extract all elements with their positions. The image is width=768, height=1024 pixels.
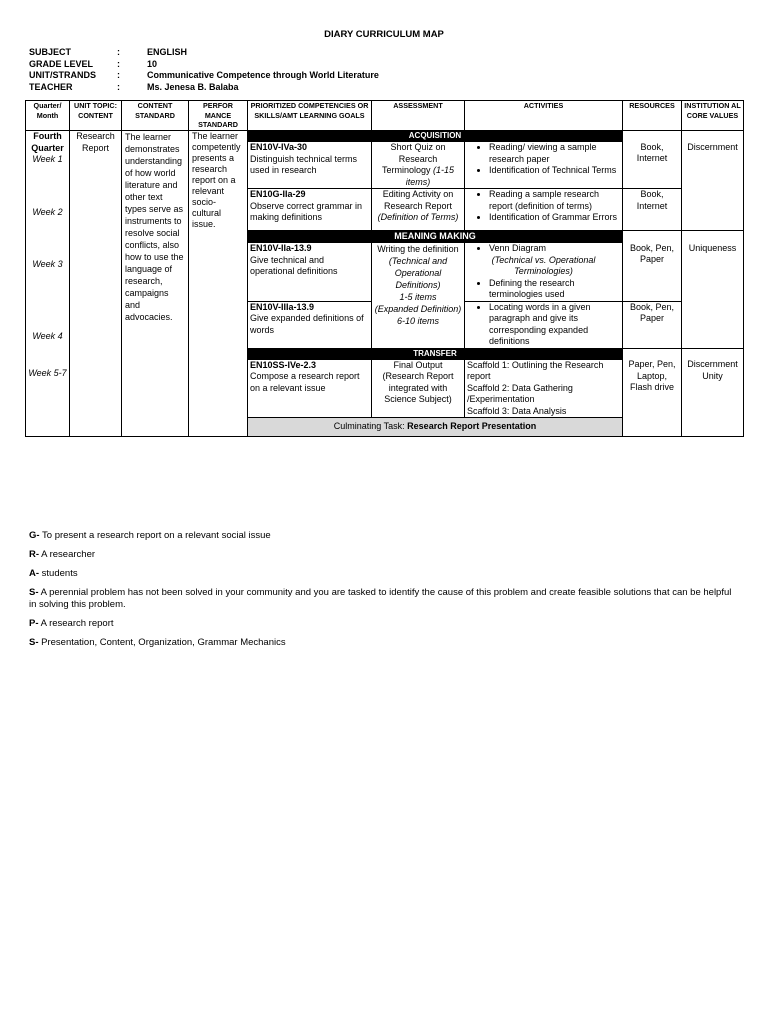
competency-goal: Distinguish technical terms used in research	[250, 153, 358, 175]
resources-spacer	[623, 131, 682, 142]
quarter-column	[26, 131, 70, 437]
competency-code: EN10G-IIa-29	[250, 189, 306, 199]
resources-spacer	[623, 348, 682, 359]
assessment-items: 1-5 items	[399, 292, 437, 302]
resources-cell: Book, Pen, Paper	[623, 301, 682, 348]
resources-cell: Paper, Pen, Laptop, Flash drive	[623, 359, 682, 437]
values-spacer	[682, 348, 744, 359]
meta-value: ENGLISH	[147, 47, 188, 57]
meta-value: 10	[147, 58, 158, 69]
competency-goal: Give technical and operational definitions	[250, 254, 338, 276]
meta-key: GRADE LEVEL	[29, 58, 94, 69]
header-unit: UNIT TOPIC: CONTENT	[70, 101, 122, 131]
activities-cell	[465, 142, 623, 189]
activities-cell	[465, 189, 623, 231]
grasps-situation: S- A perennial problem has not been solved in your community and you are tasked to identify the cause of this problem and create feasible solutions that can be helpful in solving this problem.	[29, 587, 732, 610]
meta-sep: :	[117, 58, 120, 69]
assessment-note: (Research Report integrated with Science Subject)	[382, 371, 454, 404]
activities-cell	[465, 359, 623, 418]
header-content-standard: CONTENT STANDARD	[122, 101, 189, 131]
competency-code: EN10V-IIa-13.9	[250, 243, 312, 253]
resources-cell: Book, Pen, Paper	[623, 243, 682, 302]
meta-value: Communicative Competence through World Literature	[147, 70, 379, 80]
assessment-cell	[372, 189, 465, 231]
culminating-title: Research Report Presentation	[407, 421, 537, 432]
activities-cell	[465, 301, 623, 348]
grasps-section	[29, 530, 739, 656]
assessment-note: (Definition of Terms)	[377, 212, 459, 222]
activity-item: • Identification of Grammar Errors	[489, 212, 620, 224]
table-header-row	[26, 101, 744, 131]
content-standard-cell: The learner demonstrates understanding of how world literature and other text types serve as instruments to resolve social conflicts, also how to use the language of research, campaigns and advocacies.	[122, 131, 189, 437]
band-meaning-making: MEANING MAKING	[248, 231, 623, 243]
week-3-label: Week 3	[32, 259, 63, 269]
core-value: Unity	[702, 370, 723, 381]
values-spacer	[682, 231, 744, 243]
grasps-product: P- A research report	[29, 618, 114, 629]
activity-item: • Reading a sample research report (definition of terms)	[489, 189, 620, 212]
unit-topic-cell: Research Report	[70, 131, 122, 437]
meta-sep: :	[117, 70, 120, 80]
header-assessment: ASSESSMENT	[372, 101, 465, 131]
header-competencies: PRIORITIZED COMPETENCIES OR SKILLS/AMT LEARNING GOALS	[248, 101, 372, 131]
performance-standard-cell: The learner competently presents a research report on a relevant socio-cultural issue.	[189, 131, 248, 437]
competency-goal: Compose a research report on a relevant issue	[250, 371, 360, 393]
grasps-standards: S- Presentation, Content, Organization, Grammar Mechanics	[29, 637, 286, 648]
competency-goal: Observe correct grammar in making definitions	[250, 200, 363, 222]
assessment-note: (1-15 items)	[405, 165, 455, 187]
meta-sep: :	[117, 47, 120, 57]
week-1-label: Week 1	[32, 154, 63, 164]
competency-goal: Give expanded definitions of words	[250, 313, 364, 335]
meta-key: TEACHER	[29, 81, 73, 92]
culminating-label: Culminating Task:	[333, 421, 405, 432]
week-5-7-label: Week 5-7	[28, 368, 67, 378]
competency-code: EN10V-IIIa-13.9	[250, 301, 315, 312]
header-activities: ACTIVITIES	[465, 101, 623, 131]
activity-item: • Defining the research terminologies used	[489, 278, 620, 301]
grasps-audience: A- students	[29, 568, 78, 579]
competency-cell	[248, 243, 372, 302]
assessment-cell	[372, 142, 465, 189]
assessment-note: (Expanded Definition)	[374, 304, 462, 314]
activity-subnote: (Technical vs. Operational Terminologies)	[491, 254, 596, 276]
core-values-cell: Discernment	[682, 142, 744, 231]
activity-item: • Venn Diagram	[489, 243, 620, 255]
activity-item: • Locating words in a given paragraph and give its corresponding expanded definitions	[489, 302, 620, 348]
band-row-acquisition	[26, 131, 744, 142]
assessment-text: Writing the definition	[377, 244, 459, 254]
assessment-cell	[372, 359, 465, 418]
assessment-note: (Technical and Operational Definitions)	[388, 256, 448, 290]
competency-cell	[248, 189, 372, 231]
assessment-text: Short Quiz on Research Terminology	[381, 142, 446, 175]
band-transfer: TRANSFER	[248, 348, 623, 359]
meta-key: SUBJECT	[29, 47, 72, 57]
activity-item: • Identification of Technical Terms	[489, 165, 620, 177]
header-resources: RESOURCES	[623, 101, 682, 131]
week-2-label: Week 2	[32, 206, 63, 217]
header-performance-standard: PERFOR MANCE STANDARD	[189, 101, 248, 131]
meta-row-subject	[29, 47, 379, 59]
band-acquisition: ACQUISITION	[248, 131, 623, 142]
resources-cell: Book, Internet	[623, 142, 682, 189]
competency-code: EN10SS-IVe-2.3	[250, 359, 317, 370]
meta-row-unit	[29, 70, 379, 82]
assessment-cell	[372, 243, 465, 349]
competency-cell	[248, 359, 372, 418]
meta-key: UNIT/STRANDS	[29, 70, 96, 80]
header-quarter: Quarter/ Month	[26, 101, 70, 131]
grasps-role: R- A researcher	[29, 549, 96, 560]
meta-row-grade	[29, 59, 379, 71]
grasps-goal: G- To present a research report on a relevant social issue	[29, 530, 271, 541]
quarter-label: Fourth Quarter	[31, 131, 64, 153]
meta-row-teacher	[29, 82, 379, 94]
resources-cell: Book, Internet	[623, 189, 682, 231]
assessment-text: Editing Activity on Research Report	[382, 189, 454, 211]
core-value: Discernment	[687, 359, 738, 369]
header-core-values: INSTITUTION AL CORE VALUES	[682, 101, 744, 131]
competency-cell	[248, 301, 372, 348]
activities-cell	[465, 243, 623, 302]
week-4-label: Week 4	[32, 330, 63, 341]
activity-item: Scaffold 3: Data Analysis	[467, 405, 567, 416]
meta-value: Ms. Jenesa B. Balaba	[147, 81, 239, 92]
values-spacer	[682, 131, 744, 142]
resources-spacer	[623, 231, 682, 243]
document-meta	[29, 47, 379, 93]
activity-item: Scaffold 2: Data Gathering /Experimentation	[467, 382, 573, 404]
curriculum-map-table	[25, 100, 744, 437]
assessment-text: Final Output	[393, 359, 443, 370]
page-title: DIARY CURRICULUM MAP	[324, 29, 444, 40]
culminating-task	[248, 418, 623, 437]
competency-code: EN10V-IVa-30	[250, 142, 308, 152]
activity-item: • Reading/ viewing a sample research paper	[489, 142, 620, 165]
meta-sep: :	[117, 81, 120, 92]
core-values-cell: Uniqueness	[682, 243, 744, 349]
activity-item: Scaffold 1: Outlining the Research report	[467, 359, 604, 381]
assessment-items: 6-10 items	[396, 316, 440, 326]
competency-cell	[248, 142, 372, 189]
core-values-cell	[682, 359, 744, 437]
